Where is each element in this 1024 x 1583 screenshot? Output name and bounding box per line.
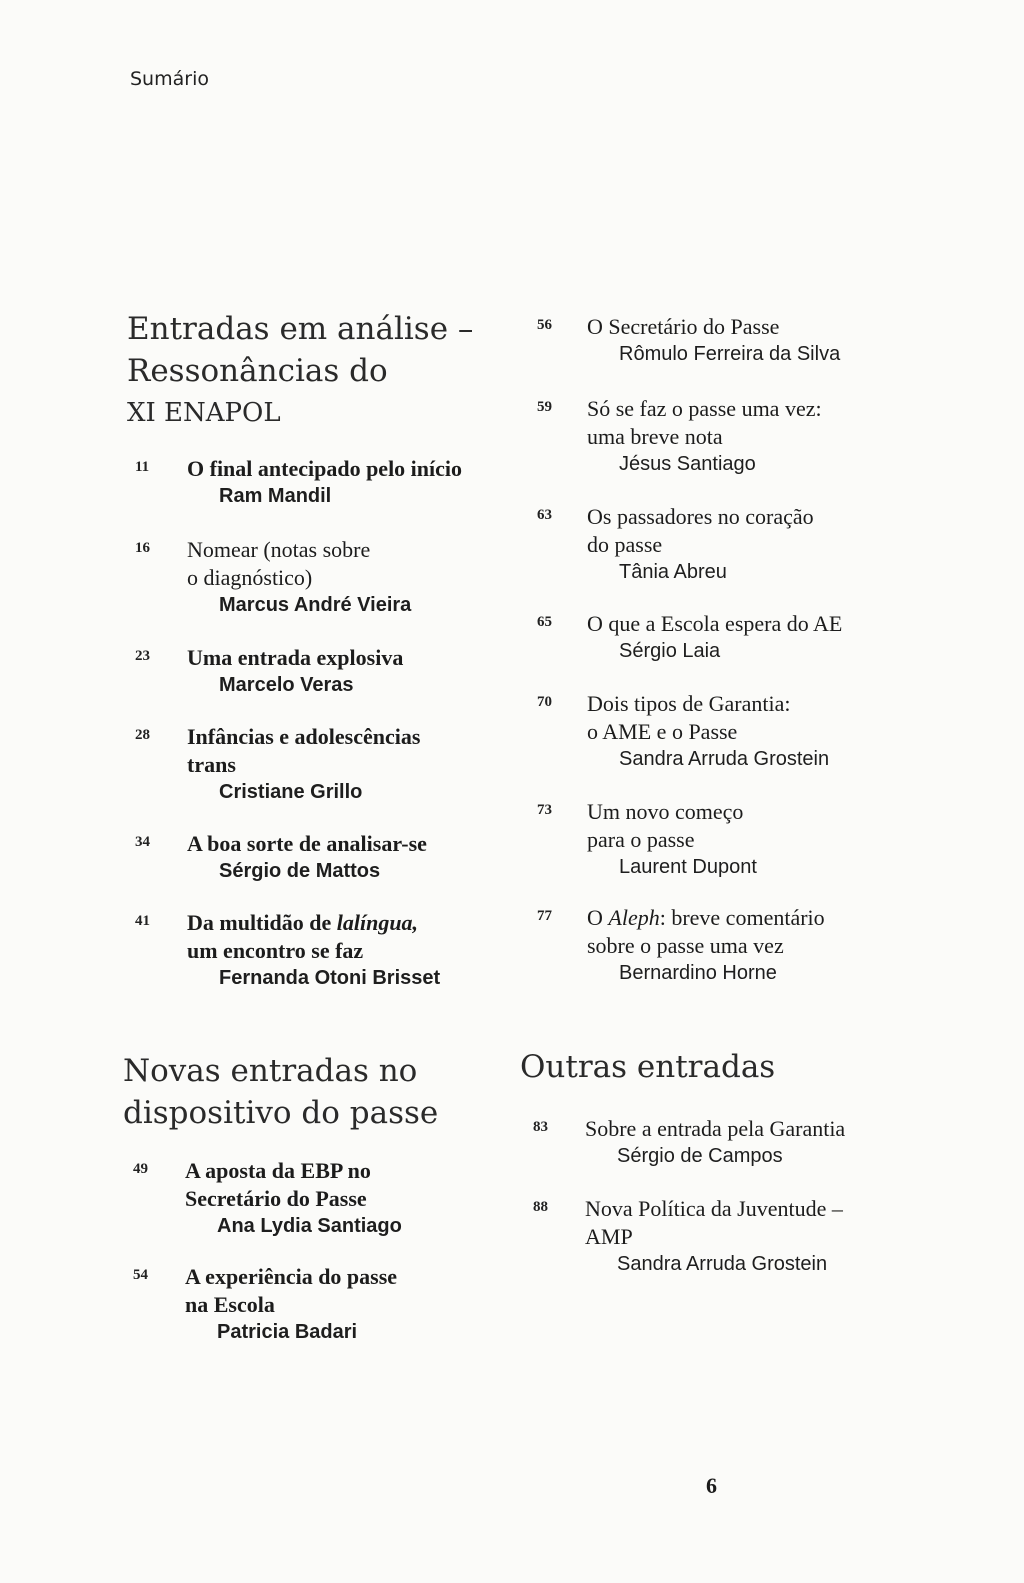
- toc-page-number: 23: [135, 648, 150, 664]
- toc-page-number: 34: [135, 834, 150, 850]
- toc-author: Jésus Santiago: [619, 453, 756, 475]
- section-title-line: Entradas em análise –: [127, 311, 474, 347]
- toc-title-part: Da multidão de: [187, 910, 337, 935]
- toc-author: Sérgio de Mattos: [219, 860, 381, 882]
- page-number: 6: [706, 1473, 717, 1498]
- toc-author: Patricia Badari: [217, 1321, 358, 1343]
- toc-author: Sérgio de Campos: [617, 1145, 783, 1167]
- section-title-entradas-em-analise: [127, 308, 473, 434]
- toc-entry[interactable]: [533, 1115, 846, 1170]
- toc-title-italic: lalíngua,: [336, 910, 419, 935]
- toc-title-italic: Aleph: [608, 905, 660, 930]
- toc-title: Uma entrada explosiva: [187, 645, 404, 670]
- toc-entry[interactable]: [533, 1195, 843, 1278]
- section-title-line: Novas entradas no: [123, 1053, 418, 1089]
- toc-author: Ana Lydia Santiago: [217, 1215, 402, 1237]
- toc-entry[interactable]: [133, 1157, 402, 1240]
- toc-author: Marcus André Vieira: [219, 594, 412, 616]
- toc-author: Bernardino Horne: [619, 962, 777, 984]
- toc-page-number: 54: [133, 1267, 148, 1283]
- toc-title: Dois tipos de Garantia: o AME e o Passe: [587, 691, 791, 744]
- toc-title: Nomear (notas sobre o diagnóstico): [187, 537, 371, 590]
- toc-author: Sandra Arruda Grostein: [619, 748, 830, 770]
- toc-title: O Secretário do Passe: [587, 314, 780, 339]
- toc-entry[interactable]: [537, 313, 841, 368]
- toc-title: Nova Política da Juventude – AMP: [585, 1196, 843, 1249]
- toc-author: Rômulo Ferreira da Silva: [619, 343, 841, 365]
- toc-title: Infâncias e adolescências trans: [187, 724, 421, 777]
- section-title-line: XI ENAPOL: [127, 398, 281, 428]
- running-header: Sumário: [130, 68, 209, 90]
- toc-author: Laurent Dupont: [619, 856, 757, 878]
- toc-page-number: 49: [133, 1161, 148, 1177]
- toc-page-number: 63: [537, 507, 552, 523]
- toc-page-number: 70: [537, 694, 552, 710]
- toc-title: A experiência do passe na Escola: [185, 1264, 398, 1317]
- toc-entry[interactable]: [537, 395, 822, 478]
- toc-author: Marcelo Veras: [219, 674, 354, 696]
- toc-page-number: 65: [537, 614, 552, 630]
- section-title-line: Ressonâncias do: [127, 353, 388, 389]
- toc-title: O final antecipado pelo início: [187, 456, 463, 481]
- toc-entry[interactable]: [537, 610, 843, 665]
- toc-page-number: 77: [537, 908, 552, 924]
- toc-entry[interactable]: [537, 503, 814, 586]
- toc-title: Os passadores no coração do passe: [587, 504, 814, 557]
- toc-author: Ram Mandil: [219, 485, 332, 507]
- toc-title: Só se faz o passe uma vez: uma breve nota: [587, 396, 822, 449]
- toc-title-part: O: [587, 905, 609, 930]
- toc-title: Um novo começo para o passe: [587, 799, 744, 852]
- toc-page-number: 41: [135, 913, 150, 929]
- toc-entry[interactable]: [135, 455, 463, 510]
- toc-author: Sérgio Laia: [619, 640, 721, 662]
- toc-entry[interactable]: [135, 909, 441, 992]
- toc-page-number: 56: [537, 317, 552, 333]
- toc-page-number: 83: [533, 1119, 548, 1135]
- section-title-line: Outras entradas: [520, 1049, 776, 1085]
- toc-title-part: um encontro se faz: [187, 938, 364, 963]
- toc-page-number: 73: [537, 802, 552, 818]
- toc-entry[interactable]: [537, 798, 757, 881]
- toc-title: [187, 909, 440, 965]
- toc-author: Sandra Arruda Grostein: [617, 1253, 828, 1275]
- toc-entry[interactable]: [135, 830, 427, 885]
- toc-page-number: 59: [537, 399, 552, 415]
- toc-entry[interactable]: [135, 644, 404, 699]
- toc-title: A boa sorte de analisar-se: [187, 831, 427, 856]
- toc-title: O que a Escola espera do AE: [587, 611, 843, 636]
- toc-title: [587, 904, 825, 960]
- toc-entry[interactable]: [135, 536, 412, 619]
- section-title-outras-entradas: [520, 1046, 775, 1088]
- toc-entry[interactable]: [135, 723, 421, 806]
- toc-author: Fernanda Otoni Brisset: [219, 967, 441, 989]
- toc-title-part: : breve comentário sobre o passe uma vez: [587, 905, 825, 958]
- toc-page-number: 28: [135, 727, 150, 743]
- toc-entry[interactable]: [537, 690, 830, 773]
- toc-author: Tânia Abreu: [619, 561, 727, 583]
- toc-title: Sobre a entrada pela Garantia: [585, 1116, 846, 1141]
- toc-page-number: 11: [135, 459, 150, 475]
- toc-author: Cristiane Grillo: [219, 781, 363, 803]
- toc-entry[interactable]: [537, 904, 825, 987]
- toc-page-number: 88: [533, 1199, 548, 1215]
- toc-title: A aposta da EBP no Secretário do Passe: [185, 1158, 371, 1211]
- toc-entry[interactable]: [133, 1263, 398, 1346]
- section-title-line: dispositivo do passe: [123, 1095, 439, 1131]
- section-title-novas-entradas: [123, 1050, 438, 1134]
- toc-page-number: 16: [135, 540, 150, 556]
